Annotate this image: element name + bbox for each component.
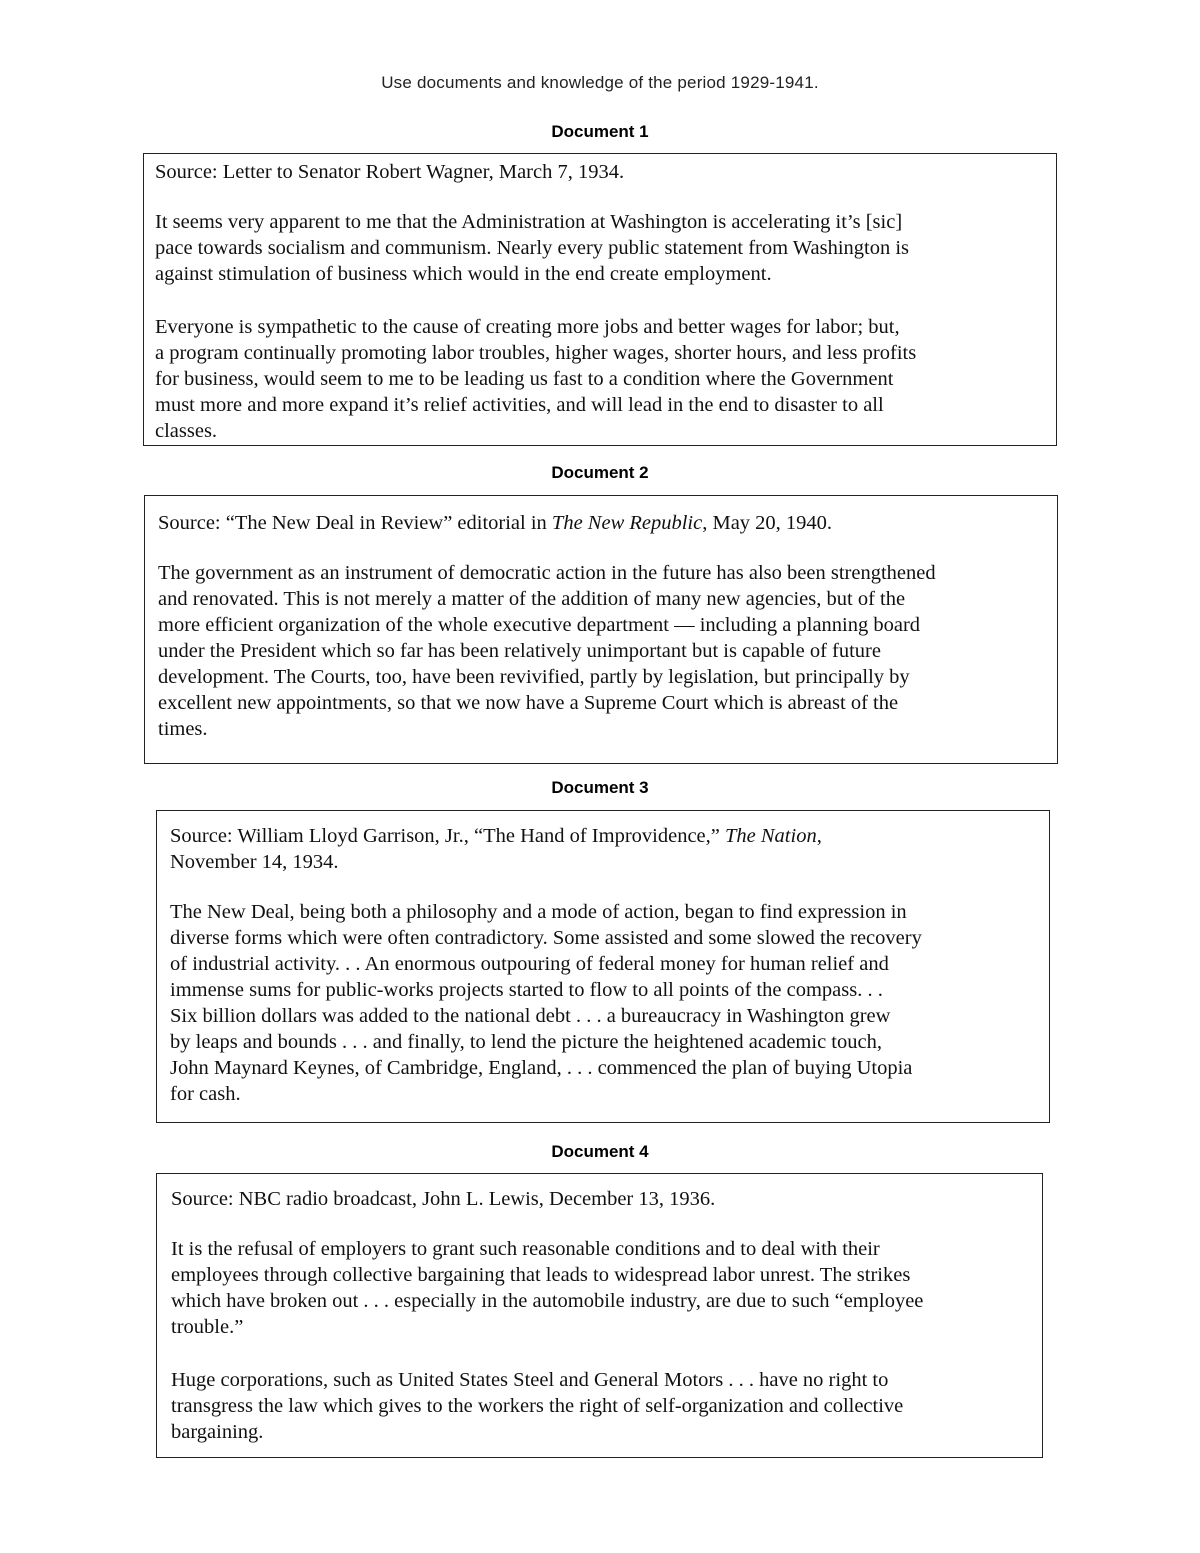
text-line: It is the refusal of employers to grant such reasonable conditions and to deal with their	[171, 1238, 880, 1260]
text-line: under the President which so far has been relatively unimportant but is capable of future	[158, 640, 881, 662]
text-line: times.	[158, 718, 208, 740]
document-3-source	[170, 823, 1049, 875]
document-4-paragraph-1	[171, 1236, 1042, 1340]
text-line: more efficient organization of the whole executive department — including a planning board	[158, 614, 921, 636]
text-line: by leaps and bounds . . . and finally, to lend the picture the heightened academic touch,	[170, 1031, 882, 1053]
text-line: trouble.”	[171, 1316, 244, 1338]
instruction-text: Use documents and knowledge of the period 1929-1941.	[381, 73, 819, 92]
source-prefix: Source: William Lloyd Garrison, Jr., “The Hand of Improvidence,”	[170, 825, 725, 847]
document-1-box	[143, 153, 1057, 446]
document-1-paragraph-1	[155, 209, 1056, 287]
document-1-heading: Document 1	[551, 122, 649, 141]
document-3-paragraph-1	[170, 899, 1049, 1107]
text-line: pace towards socialism and communism. Nearly every public statement from Washington is	[155, 237, 910, 259]
source-date: November 14, 1934.	[170, 851, 339, 873]
text-line: employees through collective bargaining that leads to widespread labor unrest. The strikes	[171, 1264, 911, 1286]
text-line: of industrial activity. . . An enormous outpouring of federal money for human relief and	[170, 953, 889, 975]
document-1-source: Source: Letter to Senator Robert Wagner, March 7, 1934.	[155, 161, 625, 183]
text-line: a program continually promoting labor troubles, higher wages, shorter hours, and less profits	[155, 342, 917, 364]
text-line: which have broken out . . . especially in the automobile industry, are due to such “employee	[171, 1290, 924, 1312]
text-line: Six billion dollars was added to the national debt . . . a bureaucracy in Washington grew	[170, 1005, 891, 1027]
document-2-heading: Document 2	[551, 463, 649, 482]
text-line: for business, would seem to me to be leading us fast to a condition where the Government	[155, 368, 894, 390]
text-line: John Maynard Keynes, of Cambridge, England, . . . commenced the plan of buying Utopia	[170, 1057, 913, 1079]
text-line: excellent new appointments, so that we now have a Supreme Court which is abreast of the	[158, 692, 899, 714]
document-4-paragraph-2	[171, 1367, 1042, 1445]
text-line: against stimulation of business which would in the end create employment.	[155, 263, 772, 285]
source-suffix: , May 20, 1940.	[702, 512, 833, 534]
text-line: development. The Courts, too, have been revivified, partly by legislation, but principally by	[158, 666, 910, 688]
document-3-heading: Document 3	[551, 778, 649, 797]
text-line: transgress the law which gives to the workers the right of self-organization and collective	[171, 1395, 904, 1417]
document-2-box	[144, 495, 1058, 764]
text-line: classes.	[155, 420, 218, 442]
document-4-source: Source: NBC radio broadcast, John L. Lewis, December 13, 1936.	[171, 1188, 716, 1210]
publication-title: The New Republic	[551, 512, 703, 534]
document-4-heading: Document 4	[551, 1142, 649, 1161]
document-2-source	[158, 510, 1057, 536]
text-line: bargaining.	[171, 1421, 264, 1443]
source-prefix: Source: “The New Deal in Review” editorial in	[158, 512, 552, 534]
text-line: The government as an instrument of democratic action in the future has also been strengthened	[158, 562, 936, 584]
text-line: It seems very apparent to me that the Administration at Washington is accelerating it’s [sic]	[155, 211, 903, 233]
text-line: Huge corporations, such as United States Steel and General Motors . . . have no right to	[171, 1369, 889, 1391]
publication-title: The Nation	[725, 825, 817, 847]
text-line: diverse forms which were often contradictory. Some assisted and some slowed the recovery	[170, 927, 922, 949]
text-line: Everyone is sympathetic to the cause of creating more jobs and better wages for labor; but,	[155, 316, 900, 338]
document-1-paragraph-2	[155, 314, 1056, 444]
text-line: must more and more expand it’s relief activities, and will lead in the end to disaster to all	[155, 394, 884, 416]
text-line: The New Deal, being both a philosophy and a mode of action, began to find expression in	[170, 901, 907, 923]
document-2-paragraph-1	[158, 560, 1057, 742]
document-3-box	[156, 810, 1050, 1123]
text-line: immense sums for public-works projects started to flow to all points of the compass. . .	[170, 979, 883, 1001]
source-line	[170, 823, 1049, 849]
text-line: and renovated. This is not merely a matter of the addition of many new agencies, but of the	[158, 588, 906, 610]
document-4-box	[156, 1173, 1043, 1458]
source-suffix: ,	[816, 825, 822, 847]
text-line: for cash.	[170, 1083, 241, 1105]
